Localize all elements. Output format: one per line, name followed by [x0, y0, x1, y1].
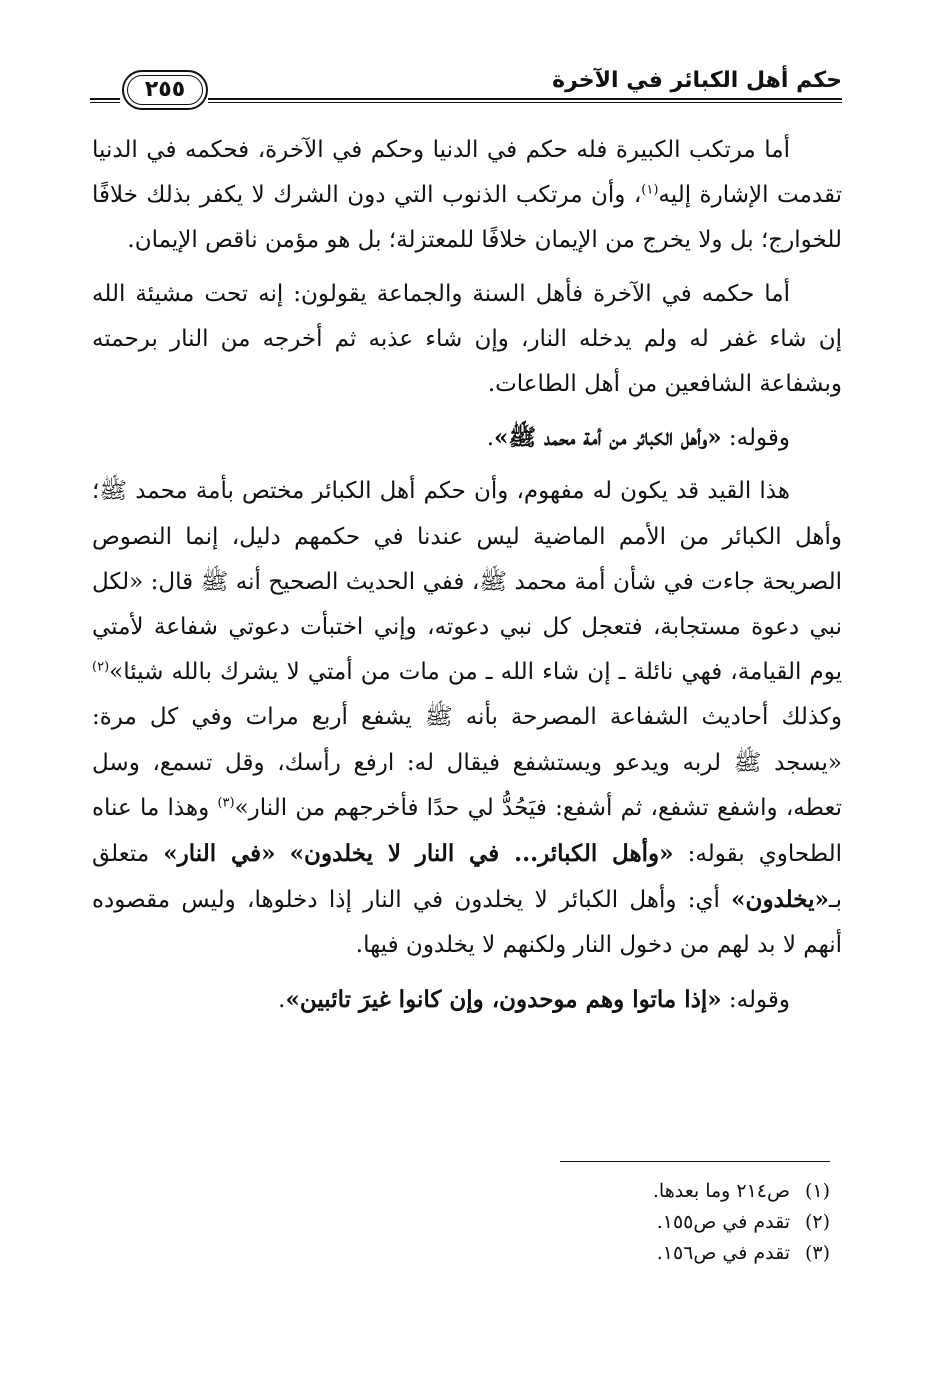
paragraph-4-part-f: أي: وأهل الكبائر لا يخلدون في النار إذا دخلوها، وليس مقصوده أنهم لا بد لهم من دخول النار ولكنهم لا يخلدون فيها.	[92, 887, 842, 959]
page-header	[90, 62, 842, 114]
paragraph-4-part-a: هذا القيد قد يكون له مفهوم، وأن حكم أهل الكبائر مختص بأمة محمد ﷺ؛ وأهل الكبائر من الأمم الماضية ليس عندنا في حكمهم دليل، إنما النصوص الصريحة جاءت في شأن أمة محمد ﷺ، ففي الحديث الصحيح أنه ﷺ قال: «لكل نبي دعوة مستجابة، فتعجل كل نبي دعوته، وإني اختبأت دعوتي شفاعة لأمتي يوم القيامة، فهي نائلة ـ إن شاء الله ـ من مات من أمتي لا يشرك بالله شيئا»	[92, 478, 842, 686]
footnote-number: (١)	[804, 1180, 830, 1202]
footnote-ref-1: (١)	[641, 182, 659, 198]
paragraph-2: أما حكمه في الآخرة فأهل السنة والجماعة يقولون: إنه تحت مشيئة الله إن شاء غفر له ولم يدخله النار، وإن شاء عذبه ثم أخرجه من النار برحمته وبشفاعة الشافعين من أهل الطاعات.	[92, 280, 842, 398]
header-rule-thin	[208, 102, 842, 103]
quote-lead: وقوله:	[721, 425, 790, 452]
bold-quote-3: «يخلدون»	[731, 886, 829, 914]
paragraph-1-text: أما مرتكب الكبيرة فله حكم في الدنيا وحكم في الآخرة، فحكمه في الدنيا تقدمت الإشارة إليه	[92, 137, 842, 209]
quote-end-2: .	[278, 986, 286, 1013]
footnote-separator	[560, 1161, 830, 1162]
quote-end: .	[486, 425, 494, 452]
running-title: حكم أهل الكبائر في الآخرة	[552, 68, 842, 93]
header-rule	[208, 98, 842, 100]
footnote-ref-3: (٣)	[217, 795, 235, 811]
paragraph-1-tail: ، وأن مرتكب الذنوب التي دون الشرك لا يكفر بذلك خلافًا للخوارج؛ بل ولا يخرج من الإيمان خلافًا للمعتزلة؛ بل هو مؤمن ناقص الإيمان.	[92, 182, 842, 254]
bold-quote-1: «وأهل الكبائر... في النار لا يخلدون»	[289, 840, 674, 868]
quoted-text-2: «إذا ماتوا وهم موحدون، وإن كانوا غيرَ تائبين»	[285, 985, 722, 1013]
paragraph-1	[92, 128, 842, 264]
bold-quote-2: «في النار»	[163, 840, 276, 868]
paragraph-3	[92, 415, 842, 461]
footnote-3	[330, 1238, 830, 1269]
footnote-text: تقدم في ص١٥٦.	[656, 1242, 790, 1264]
quote-lead-2: وقوله:	[721, 986, 790, 1013]
header-rule-left-thin	[90, 102, 120, 103]
footnotes	[330, 1176, 830, 1269]
paragraph-4-part-c: وهذا ما عناه الطحاوي بقوله:	[92, 794, 843, 868]
paragraph-4-part-e: متعلق بـ	[92, 841, 842, 914]
paragraph-5	[92, 977, 842, 1023]
paragraph-4-part-b: وكذلك أحاديث الشفاعة المصرحة بأنه ﷺ يشفع أربع مرات وفي كل مرة: «يسجد ﷺ لربه ويدعو ويستشفع فيقال له: ارفع رأسك، وقل تسمع، وسل تعطه، واشفع تشفع، ثم أشفع: فيَحُدُّ لي حدًا فأخرجهم من النار»	[92, 704, 842, 821]
quoted-text: «وأهل الكبائر من أمة محمد ﷺ»	[494, 424, 722, 452]
footnote-text: ص٢١٤ وما بعدها.	[652, 1180, 790, 1202]
paragraph-4-part-d	[276, 841, 290, 867]
paragraph-4	[92, 469, 842, 968]
footnote-number: (٣)	[804, 1242, 830, 1264]
body-text	[92, 128, 842, 1031]
header-rule-left	[90, 98, 120, 100]
footnote-text: تقدم في ص١٥٥.	[656, 1211, 790, 1233]
footnote-1	[330, 1176, 830, 1207]
page-number: ٢٥٥	[122, 70, 208, 110]
footnote-ref-2: (٢)	[92, 659, 110, 675]
footnote-number: (٢)	[804, 1211, 830, 1233]
footnote-2	[330, 1207, 830, 1238]
